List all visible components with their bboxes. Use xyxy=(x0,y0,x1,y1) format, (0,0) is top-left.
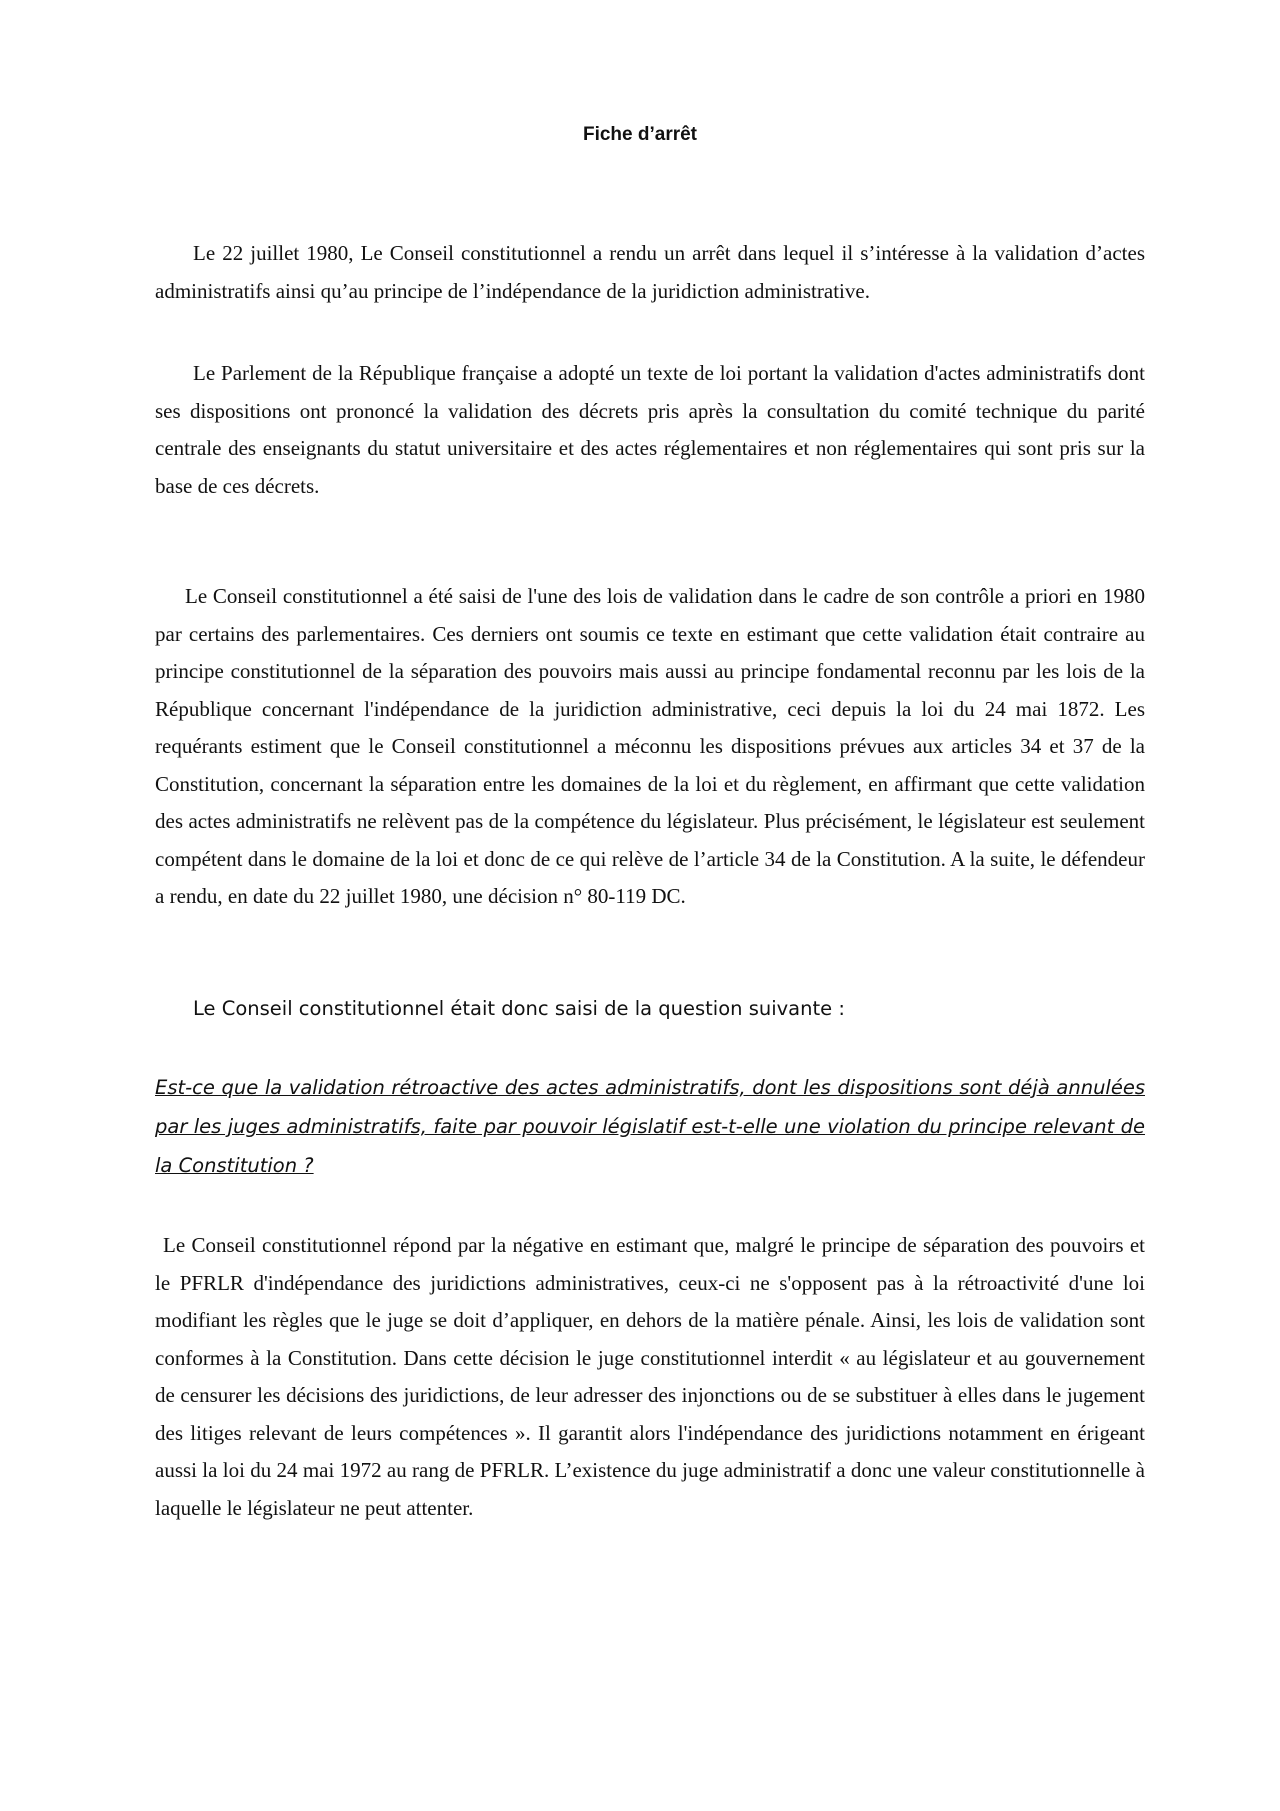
paragraph-facts: Le Parlement de la République française a adopté un texte de loi portant la validation d'actes administratifs dont ses dispositions ont prononcé la validation des décrets pris après la consultation du comité technique du parité centrale des enseignants du statut universitaire et des actes réglementaires et non réglementaires qui sont pris sur la base de ces décrets. xyxy=(155,361,1145,498)
paragraph-introduction: Le 22 juillet 1980, Le Conseil constitutionnel a rendu un arrêt dans lequel il s’intéresse à la validation d’actes administratifs ainsi qu’au principe de l’indépendance de la juridiction administrative. xyxy=(155,241,1145,303)
paragraph-procedure: Le Conseil constitutionnel a été saisi de l'une des lois de validation dans le cadre de son contrôle a priori en 1980 par certains des parlementaires. Ces derniers ont soumis ce texte en estimant que cette validation était contraire au principe constitutionnel de la séparation des pouvoirs mais aussi au principe fondamental reconnu par les lois de la République concernant l'indépendance de la juridiction administrative, ceci depuis la loi du 24 mai 1872. Les requérants estiment que le Conseil constitutionnel a méconnu les dispositions prévues aux articles 34 et 37 de la Constitution, concernant la séparation entre les domaines de la loi et du règlement, en affirmant que cette validation des actes administratifs ne relèvent pas de la compétence du législateur. Plus précisément, le législateur est seulement compétent dans le domaine de la loi et donc de ce qui relève de l’article 34 de la Constitution. A la suite, le défendeur a rendu, en date du 22 juillet 1980, une décision n° 80-119 DC. xyxy=(155,584,1145,908)
paragraph-solution: Le Conseil constitutionnel répond par la négative en estimant que, malgré le principe de séparation des pouvoirs et le PFRLR d'indépendance des juridictions administratives, ceux-ci ne s'opposent pas à la rétroactivité d'une loi modifiant les règles que le juge se doit d’appliquer, en dehors de la matière pénale. Ainsi, les lois de validation sont conformes à la Constitution. Dans cette décision le juge constitutionnel interdit « au législateur et au gouvernement de censurer les décisions des juridictions, de leur adresser des injonctions ou de se substituer à elles dans le jugement des litiges relevant de leurs compétences ». Il garantit alors l'indépendance des juridictions notamment en érigeant aussi la loi du 24 mai 1972 au rang de PFRLR. L’existence du juge administratif a donc une valeur constitutionnelle à laquelle le législateur ne peut attenter. xyxy=(155,1233,1145,1520)
document-title: Fiche d’arrêt xyxy=(582,124,698,145)
paragraph-legal-question: Est-ce que la validation rétroactive des actes administratifs, dont les dispositions sont déjà annulées par les juges administratifs, faite par pouvoir législatif est-t-elle une violation du principe relevant de la Constitution ? xyxy=(155,1076,1145,1177)
paragraph-question-intro: Le Conseil constitutionnel était donc saisi de la question suivante : xyxy=(193,997,845,1020)
